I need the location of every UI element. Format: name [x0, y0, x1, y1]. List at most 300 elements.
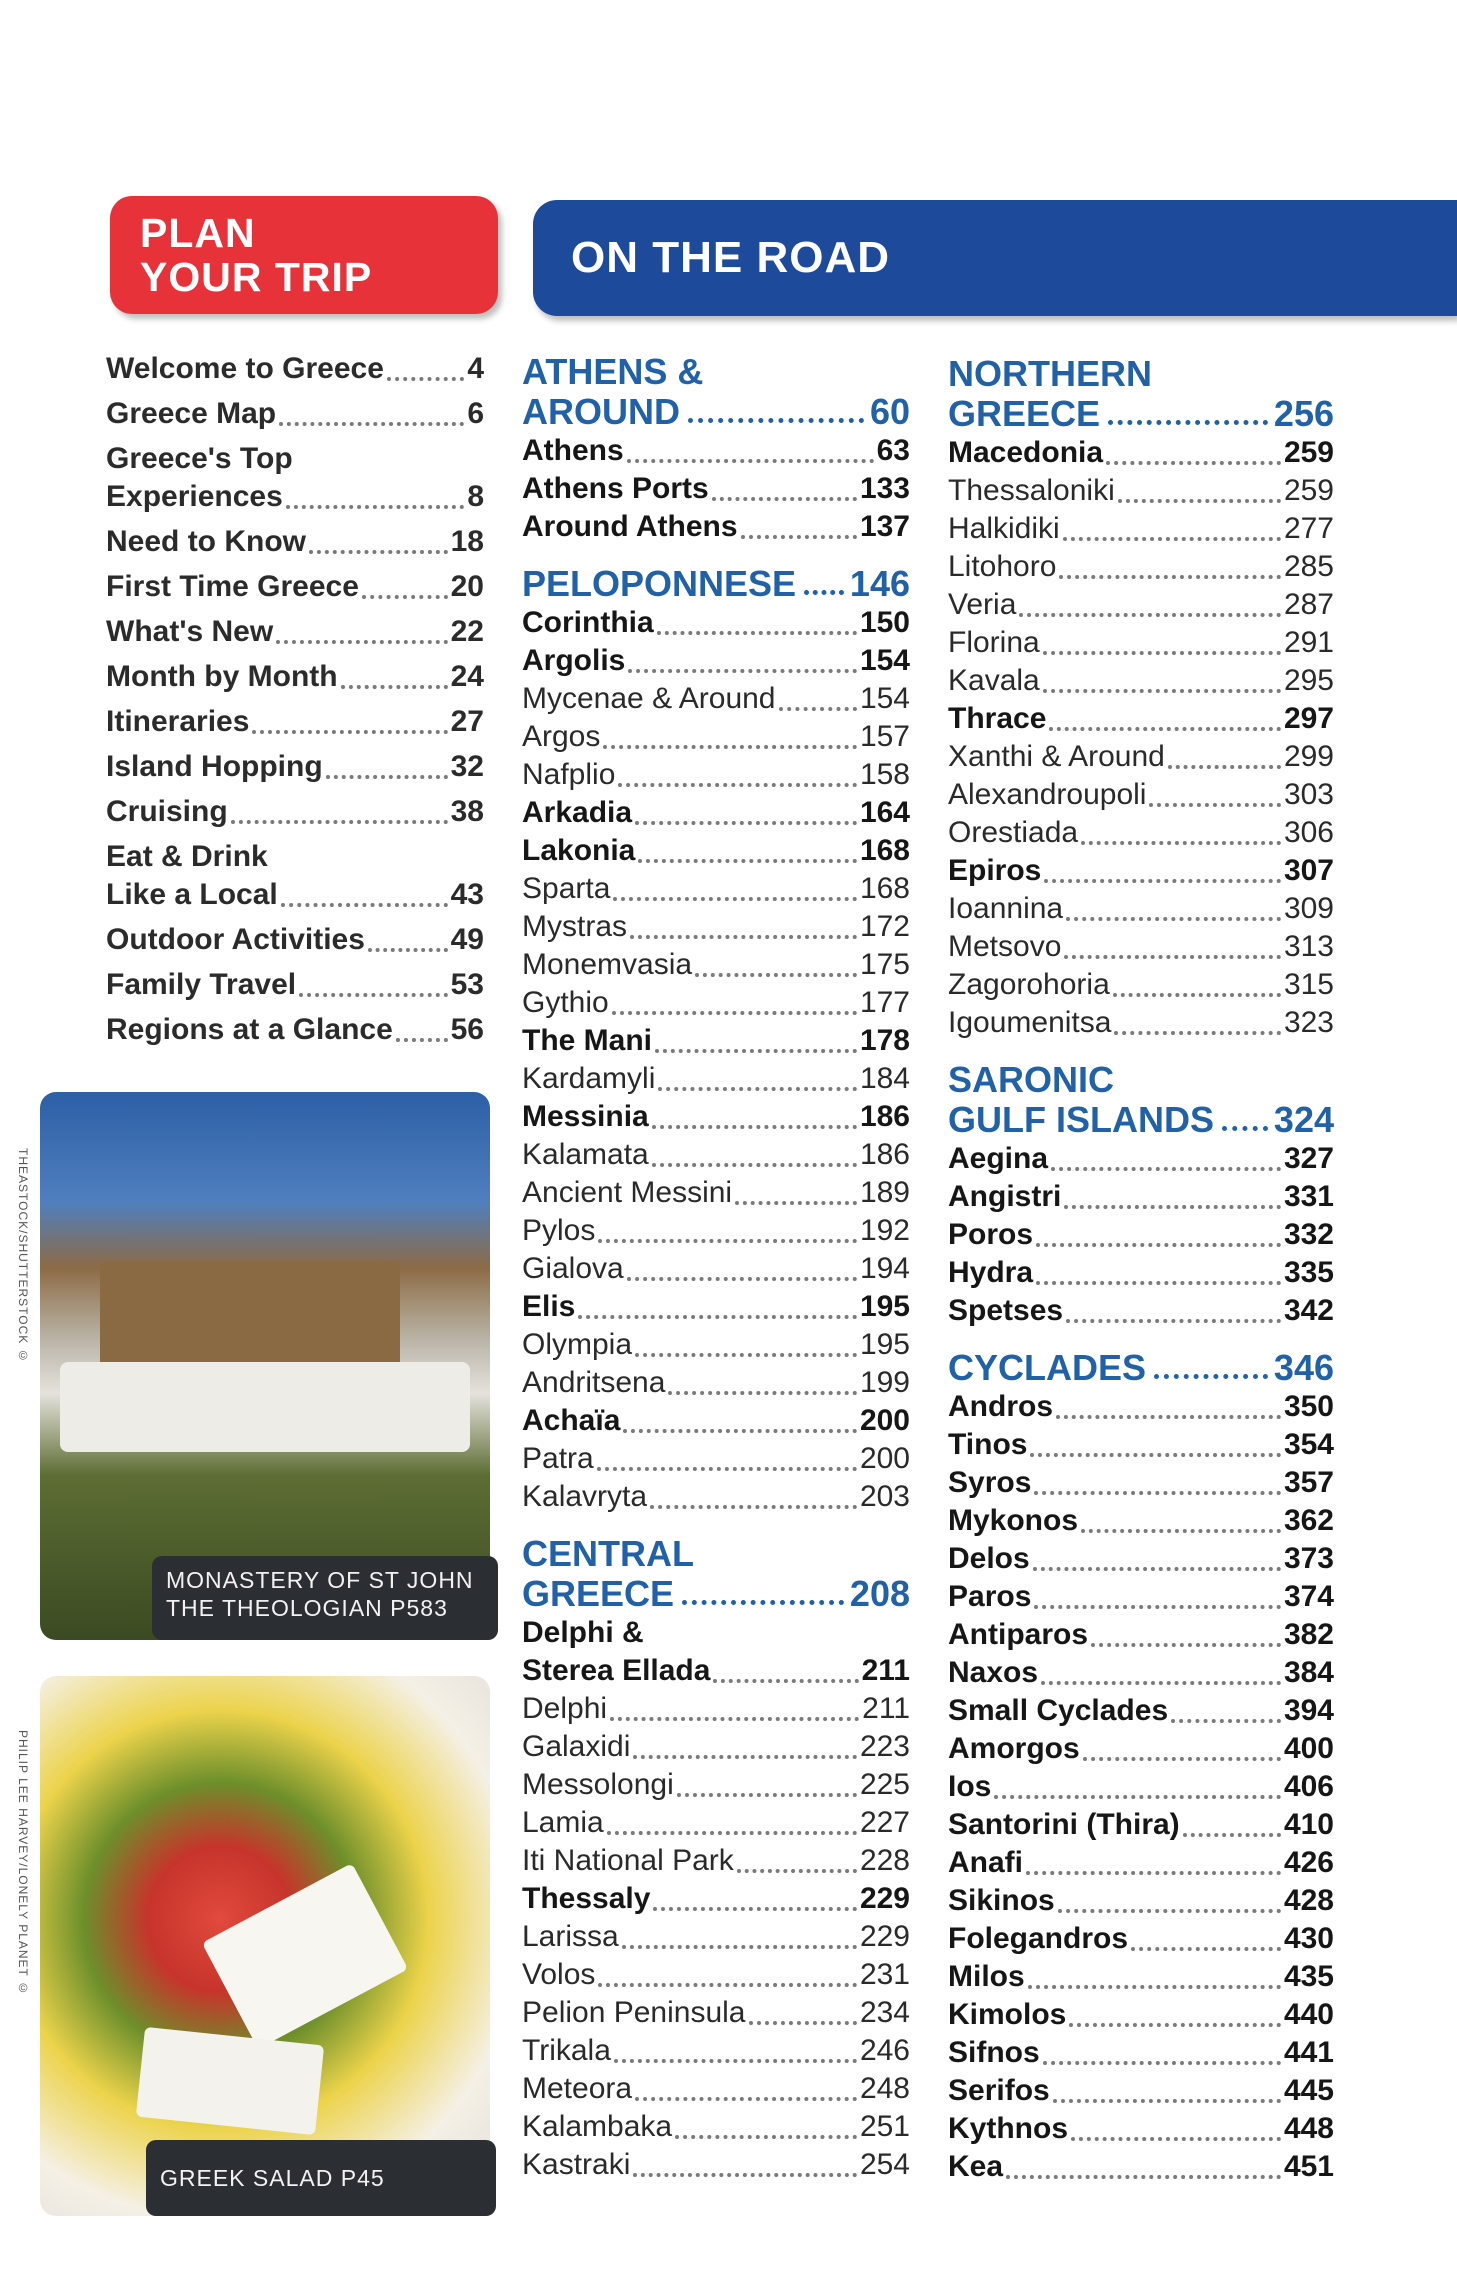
toc-page-number: 357: [1283, 1466, 1334, 1499]
leader-dots: [1019, 609, 1281, 617]
toc-entry-label: Amorgos: [948, 1732, 1080, 1765]
toc-entry-label: Metsovo: [948, 930, 1062, 963]
leader-dots: [653, 1903, 857, 1911]
toc-entry-welcome-to-greece[interactable]: [106, 350, 484, 388]
toc-entry-delphi[interactable]: [522, 1690, 910, 1728]
toc-entry-label: Thessaly: [522, 1882, 651, 1915]
toc-entry-epiros[interactable]: [948, 852, 1334, 890]
toc-entry-label: Pelion Peninsula: [522, 1996, 746, 2029]
toc-page-number: 287: [1283, 588, 1334, 621]
toc-entry-kalamata[interactable]: [522, 1136, 910, 1174]
leader-dots: [276, 636, 447, 644]
leader-dots: [1058, 1905, 1281, 1913]
section-heading[interactable]: [948, 1060, 1334, 1140]
toc-entry-olympia[interactable]: [522, 1326, 910, 1364]
toc-entry-alexandroupoli[interactable]: [948, 776, 1334, 814]
toc-entry-argolis[interactable]: [522, 642, 910, 680]
toc-entry-label: Nafplio: [522, 758, 616, 791]
toc-entry-anafi[interactable]: [948, 1844, 1334, 1882]
toc-entry-kalavryta[interactable]: [522, 1478, 910, 1516]
leader-dots: [1051, 1163, 1281, 1171]
toc-entry-label: First Time Greece: [106, 570, 359, 603]
leader-dots: [741, 531, 857, 539]
leader-dots: [598, 1979, 857, 1987]
toc-entry-delphi-sterea-ellada[interactable]: [522, 1614, 910, 1690]
toc-entry-kavala[interactable]: [948, 662, 1334, 700]
leader-dots: [1030, 1449, 1280, 1457]
toc-entry-kythnos[interactable]: [948, 2110, 1334, 2148]
toc-page-number: 406: [1283, 1770, 1334, 1803]
toc-entry-sparta[interactable]: [522, 870, 910, 908]
toc-entry-lamia[interactable]: [522, 1804, 910, 1842]
leader-dots: [607, 1827, 857, 1835]
toc-entry-patra[interactable]: [522, 1440, 910, 1478]
toc-page-number: 259: [1283, 436, 1334, 469]
leader-dots: [994, 1791, 1281, 1799]
toc-entry-thessaly[interactable]: [522, 1880, 910, 1918]
leader-dots: [1106, 457, 1281, 465]
toc-page-number: 426: [1283, 1846, 1334, 1879]
toc-entry-kimolos[interactable]: [948, 1996, 1334, 2034]
toc-entry-messolongi[interactable]: [522, 1766, 910, 1804]
toc-entry-label: Mycenae & Around: [522, 682, 776, 715]
monastery-building: [100, 1262, 400, 1372]
toc-page-number: 195: [859, 1290, 910, 1323]
toc-page-number: 20: [450, 570, 484, 603]
toc-entry-florina[interactable]: [948, 624, 1334, 662]
toc-page-number: 172: [859, 910, 910, 943]
toc-entry-syros[interactable]: [948, 1464, 1334, 1502]
section-heading[interactable]: [522, 564, 910, 604]
toc-entry-label: Poros: [948, 1218, 1034, 1251]
toc-entry-label: Sikinos: [948, 1884, 1055, 1917]
toc-page-number: 441: [1283, 2036, 1334, 2069]
toc-entry-label: Family Travel: [106, 968, 297, 1001]
toc-page-number: 56: [450, 1013, 484, 1046]
toc-entry-thessaloniki[interactable]: [948, 472, 1334, 510]
leader-dots: [627, 1273, 857, 1281]
leader-dots: [1154, 1369, 1268, 1379]
toc-page-number: 200: [859, 1442, 910, 1475]
toc-entry-label: Antiparos: [948, 1618, 1089, 1651]
leader-dots: [1066, 913, 1281, 921]
leader-dots: [633, 2169, 857, 2177]
toc-page-number: 227: [859, 1806, 910, 1839]
toc-entry-volos[interactable]: [522, 1956, 910, 1994]
toc-page-number: 194: [859, 1252, 910, 1285]
toc-entry-larissa[interactable]: [522, 1918, 910, 1956]
toc-entry-what-s-new[interactable]: [106, 613, 484, 651]
greek-salad-photo: [40, 1676, 490, 2216]
toc-page-number: 189: [859, 1176, 910, 1209]
toc-entry-mycenae-around[interactable]: [522, 680, 910, 718]
toc-entry-first-time-greece[interactable]: [106, 568, 484, 606]
toc-entry-spetses[interactable]: [948, 1292, 1334, 1330]
toc-entry-label: The Mani: [522, 1024, 653, 1057]
toc-page-number: 374: [1283, 1580, 1334, 1613]
toc-entry-label: Florina: [948, 626, 1040, 659]
toc-page-number: 327: [1283, 1142, 1334, 1175]
leader-dots: [713, 1675, 858, 1683]
toc-entry-elis[interactable]: [522, 1288, 910, 1326]
leader-dots: [362, 591, 448, 599]
toc-entry-regions-at-a-glance[interactable]: [106, 1011, 484, 1049]
leader-dots: [638, 855, 857, 863]
toc-entry-outdoor-activities[interactable]: [106, 921, 484, 959]
section-page-number: 346: [1273, 1347, 1334, 1388]
leader-dots: [612, 1007, 857, 1015]
greek-salad-caption: [146, 2140, 496, 2216]
toc-entry-label: Sifnos: [948, 2036, 1040, 2069]
toc-page-number: 373: [1283, 1542, 1334, 1575]
leader-dots: [1006, 2171, 1281, 2179]
toc-entry-mystras[interactable]: [522, 908, 910, 946]
leader-dots: [1063, 533, 1281, 541]
toc-entry-label: Igoumenitsa: [948, 1006, 1112, 1039]
toc-entry-label: Kalavryta: [522, 1480, 648, 1513]
leader-dots: [1043, 685, 1281, 693]
monastery-caption: [152, 1556, 498, 1640]
toc-entry-naxos[interactable]: [948, 1654, 1334, 1692]
toc-page-number: 175: [859, 948, 910, 981]
leader-dots: [1059, 571, 1281, 579]
toc-entry-acha-a[interactable]: [522, 1402, 910, 1440]
toc-entry-itineraries[interactable]: [106, 703, 484, 741]
toc-entry-kea[interactable]: [948, 2148, 1334, 2186]
toc-entry-family-travel[interactable]: [106, 966, 484, 1004]
toc-entry-label: Hydra: [948, 1256, 1034, 1289]
toc-page-number: 332: [1283, 1218, 1334, 1251]
toc-page-number: 251: [859, 2110, 910, 2143]
toc-page-number: 428: [1283, 1884, 1334, 1917]
on-the-road-column-2: [522, 352, 910, 2184]
toc-entry-label: Delphi &: [522, 1616, 644, 1649]
toc-page-number: 291: [1283, 626, 1334, 659]
toc-entry-orestiada[interactable]: [948, 814, 1334, 852]
toc-entry-ancient-messini[interactable]: [522, 1174, 910, 1212]
leader-dots: [1081, 1525, 1281, 1533]
leader-dots: [804, 585, 844, 595]
leader-dots: [695, 969, 857, 977]
toc-entry-label: Gialova: [522, 1252, 624, 1285]
toc-entry-label: Lamia: [522, 1806, 604, 1839]
leader-dots: [368, 944, 448, 952]
toc-entry-gythio[interactable]: [522, 984, 910, 1022]
toc-entry-arkadia[interactable]: [522, 794, 910, 832]
toc-entry-argos[interactable]: [522, 718, 910, 756]
toc-entry-aegina[interactable]: [948, 1140, 1334, 1178]
toc-page-number: 335: [1283, 1256, 1334, 1289]
toc-entry-label: Milos: [948, 1960, 1025, 1993]
section-heading[interactable]: [522, 1534, 910, 1614]
toc-entry-label: Ioannina: [948, 892, 1064, 925]
section-heading[interactable]: [522, 352, 910, 432]
section-title-line2: GREECE: [522, 1573, 675, 1614]
toc-entry-meteora[interactable]: [522, 2070, 910, 2108]
toc-page-number: 400: [1283, 1732, 1334, 1765]
toc-entry-athens-ports[interactable]: [522, 470, 910, 508]
toc-entry-hydra[interactable]: [948, 1254, 1334, 1292]
leader-dots: [677, 1789, 857, 1797]
leader-dots: [633, 1751, 857, 1759]
toc-page-number: 445: [1283, 2074, 1334, 2107]
toc-entry-label: Kalambaka: [522, 2110, 673, 2143]
leader-dots: [623, 1425, 857, 1433]
toc-entry-label: Epiros: [948, 854, 1042, 887]
toc-entry-label: Small Cyclades: [948, 1694, 1169, 1727]
toc-page-number: 342: [1283, 1294, 1334, 1327]
toc-entry-folegandros[interactable]: [948, 1920, 1334, 1958]
toc-page-number: 299: [1283, 740, 1334, 773]
toc-entry-label: Angistri: [948, 1180, 1062, 1213]
toc-entry-label: Volos: [522, 1958, 596, 1991]
leader-dots: [597, 1463, 857, 1471]
toc-page-number: 158: [859, 758, 910, 791]
leader-dots: [1114, 1027, 1281, 1035]
toc-page-number: 313: [1283, 930, 1334, 963]
leader-dots: [622, 1941, 857, 1949]
leader-dots: [1171, 1715, 1281, 1723]
toc-page-number: 331: [1283, 1180, 1334, 1213]
leader-dots: [779, 703, 857, 711]
toc-page-number: 8: [467, 480, 484, 513]
toc-entry-need-to-know[interactable]: [106, 523, 484, 561]
leader-dots: [299, 989, 448, 997]
plan-your-trip-list: [106, 350, 484, 1056]
toc-entry-label: Halkidiki: [948, 512, 1060, 545]
toc-entry-label: Paros: [948, 1580, 1032, 1613]
toc-entry-label: Meteora: [522, 2072, 633, 2105]
toc-page-number: 184: [859, 1062, 910, 1095]
toc-entry-island-hopping[interactable]: [106, 748, 484, 786]
white-town-houses: [60, 1362, 470, 1452]
toc-entry-monemvasia[interactable]: [522, 946, 910, 984]
toc-page-number: 362: [1283, 1504, 1334, 1537]
toc-entry-andritsena[interactable]: [522, 1364, 910, 1402]
toc-entry-nafplio[interactable]: [522, 756, 910, 794]
toc-entry-angistri[interactable]: [948, 1178, 1334, 1216]
leader-dots: [658, 1083, 857, 1091]
toc-entry-label: Serifos: [948, 2074, 1050, 2107]
toc-entry-label: Kalamata: [522, 1138, 649, 1171]
toc-page-number: 234: [859, 1996, 910, 2029]
leader-dots: [1149, 799, 1280, 807]
toc-entry-label: Kimolos: [948, 1998, 1067, 2031]
toc-entry-around-athens[interactable]: [522, 508, 910, 546]
toc-page-number: 259: [1283, 474, 1334, 507]
leader-dots: [614, 2055, 857, 2063]
monastery-caption-text: MONASTERY OF ST JOHN THE THEOLOGIAN P583: [166, 1567, 474, 1621]
toc-entry-andros[interactable]: [948, 1388, 1334, 1426]
leader-dots: [1056, 1411, 1281, 1419]
toc-entry-lakonia[interactable]: [522, 832, 910, 870]
toc-entry-label: Orestiada: [948, 816, 1079, 849]
toc-entry-greece-s-top-experiences[interactable]: [106, 440, 484, 516]
toc-entry-small-cyclades[interactable]: [948, 1692, 1334, 1730]
toc-entry-zagorohoria[interactable]: [948, 966, 1334, 1004]
toc-entry-paros[interactable]: [948, 1578, 1334, 1616]
leader-dots: [749, 2017, 857, 2025]
section-northern-greece: [948, 354, 1334, 1042]
toc-entry-label: Elis: [522, 1290, 576, 1323]
toc-entry-amorgos[interactable]: [948, 1730, 1334, 1768]
section-title-line1: ATHENS &: [522, 351, 704, 392]
toc-page-number: 303: [1283, 778, 1334, 811]
toc-entry-label: Messolongi: [522, 1768, 674, 1801]
leader-dots: [1043, 647, 1281, 655]
toc-entry-label: Galaxidi: [522, 1730, 631, 1763]
toc-entry-label: Andros: [948, 1390, 1053, 1423]
toc-page-number: 350: [1283, 1390, 1334, 1423]
toc-entry-kastraki[interactable]: [522, 2146, 910, 2184]
toc-entry-serifos[interactable]: [948, 2072, 1334, 2110]
toc-entry-label: Kea: [948, 2150, 1004, 2183]
leader-dots: [652, 1159, 857, 1167]
toc-entry-santorini-thira[interactable]: [948, 1806, 1334, 1844]
toc-entry-label: Regions at a Glance: [106, 1013, 393, 1046]
toc-page-number: 430: [1283, 1922, 1334, 1955]
toc-entry-greece-map[interactable]: [106, 395, 484, 433]
toc-entry-label: Athens Ports: [522, 472, 709, 505]
leader-dots: [387, 373, 464, 381]
toc-entry-igoumenitsa[interactable]: [948, 1004, 1334, 1042]
toc-entry-label: Anafi: [948, 1846, 1023, 1879]
toc-entry-athens[interactable]: [522, 432, 910, 470]
toc-entry-trikala[interactable]: [522, 2032, 910, 2070]
section-heading[interactable]: [948, 354, 1334, 434]
toc-entry-macedonia[interactable]: [948, 434, 1334, 472]
toc-page-number: 18: [450, 525, 484, 558]
section-cyclades: [948, 1348, 1334, 2186]
toc-entry-label: Ios: [948, 1770, 992, 1803]
toc-entry-corinthia[interactable]: [522, 604, 910, 642]
section-page-number: 146: [849, 563, 910, 604]
toc-page-number: 384: [1283, 1656, 1334, 1689]
leader-dots: [1113, 989, 1281, 997]
toc-entry-ios[interactable]: [948, 1768, 1334, 1806]
toc-entry-milos[interactable]: [948, 1958, 1334, 1996]
toc-entry-label: Syros: [948, 1466, 1032, 1499]
leader-dots: [1183, 1829, 1281, 1837]
toc-entry-tinos[interactable]: [948, 1426, 1334, 1464]
leader-dots: [1049, 723, 1281, 731]
section-title-line1: CENTRAL: [522, 1533, 694, 1574]
toc-page-number: 229: [859, 1882, 910, 1915]
toc-entry-sikinos[interactable]: [948, 1882, 1334, 1920]
toc-entry-label: Thrace: [948, 702, 1047, 735]
toc-entry-mykonos[interactable]: [948, 1502, 1334, 1540]
toc-entry-litohoro[interactable]: [948, 548, 1334, 586]
section-page-number: 256: [1273, 393, 1334, 434]
toc-entry-label: Welcome to Greece: [106, 352, 384, 385]
toc-entry-the-mani[interactable]: [522, 1022, 910, 1060]
toc-page-number: 440: [1283, 1998, 1334, 2031]
toc-entry-gialova[interactable]: [522, 1250, 910, 1288]
toc-page-number: 295: [1283, 664, 1334, 697]
leader-dots: [1034, 1601, 1281, 1609]
toc-entry-label: Delos: [948, 1542, 1030, 1575]
toc-entry-label: Itineraries: [106, 705, 250, 738]
toc-entry-messinia[interactable]: [522, 1098, 910, 1136]
toc-entry-label: Trikala: [522, 2034, 611, 2067]
toc-entry-ioannina[interactable]: [948, 890, 1334, 928]
toc-page-number: 285: [1283, 550, 1334, 583]
leader-dots: [286, 501, 465, 509]
toc-page-number: 451: [1283, 2150, 1334, 2183]
section-heading[interactable]: [948, 1348, 1334, 1388]
toc-entry-label: Aegina: [948, 1142, 1049, 1175]
toc-entry-label: Lakonia: [522, 834, 636, 867]
toc-entry-veria[interactable]: [948, 586, 1334, 624]
toc-entry-thrace[interactable]: [948, 700, 1334, 738]
toc-entry-iti-national-park[interactable]: [522, 1842, 910, 1880]
leader-dots: [326, 771, 448, 779]
leader-dots: [652, 1121, 857, 1129]
leader-dots: [1168, 761, 1281, 769]
toc-page-number: 43: [450, 878, 484, 911]
toc-page-number: 225: [859, 1768, 910, 1801]
toc-entry-antiparos[interactable]: [948, 1616, 1334, 1654]
toc-entry-pelion-peninsula[interactable]: [522, 1994, 910, 2032]
leader-dots: [668, 1387, 857, 1395]
leader-dots: [735, 1197, 857, 1205]
toc-page-number: 177: [859, 986, 910, 1019]
toc-entry-month-by-month[interactable]: [106, 658, 484, 696]
leader-dots: [1064, 951, 1281, 959]
toc-entry-halkidiki[interactable]: [948, 510, 1334, 548]
leader-dots: [1033, 1563, 1281, 1571]
toc-page-number: 199: [859, 1366, 910, 1399]
section-saronic-gulf-islands: [948, 1060, 1334, 1330]
greek-salad-caption-text: GREEK SALAD P45: [160, 2165, 385, 2191]
plan-your-trip-title: PLAN YOUR TRIP: [140, 210, 373, 300]
toc-entry-xanthi-around[interactable]: [948, 738, 1334, 776]
toc-page-number: 354: [1283, 1428, 1334, 1461]
toc-entry-label: Delphi: [522, 1692, 608, 1725]
toc-entry-metsovo[interactable]: [948, 928, 1334, 966]
toc-page-number: 24: [450, 660, 484, 693]
toc-entry-kardamyli[interactable]: [522, 1060, 910, 1098]
toc-entry-kalambaka[interactable]: [522, 2108, 910, 2146]
leader-dots: [1108, 415, 1268, 425]
toc-page-number: 228: [859, 1844, 910, 1877]
leader-dots: [628, 665, 857, 673]
toc-page-number: 53: [450, 968, 484, 1001]
toc-entry-pylos[interactable]: [522, 1212, 910, 1250]
toc-entry-eat-drink-like-a-local[interactable]: [106, 838, 484, 914]
toc-page-number: 306: [1283, 816, 1334, 849]
leader-dots: [396, 1034, 448, 1042]
toc-entry-poros[interactable]: [948, 1216, 1334, 1254]
toc-entry-label: What's New: [106, 615, 274, 648]
toc-page-number: 32: [450, 750, 484, 783]
toc-entry-galaxidi[interactable]: [522, 1728, 910, 1766]
on-the-road-banner: [533, 200, 1457, 316]
toc-page-number: 27: [450, 705, 484, 738]
greek-salad-photo-credit: PHILIP LEE HARVEY/LONELY PLANET ©: [16, 1730, 30, 1996]
toc-page-number: 309: [1283, 892, 1334, 925]
toc-entry-sifnos[interactable]: [948, 2034, 1334, 2072]
toc-entry-label: Thessaloniki: [948, 474, 1115, 507]
section-title: PELOPONNESE: [522, 563, 797, 604]
leader-dots: [682, 1595, 844, 1605]
toc-entry-label-line2: Sterea Ellada: [522, 1654, 711, 1687]
toc-entry-label: Sparta: [522, 872, 611, 905]
leader-dots: [737, 1865, 857, 1873]
toc-entry-cruising[interactable]: [106, 793, 484, 831]
toc-page-number: 211: [862, 1692, 910, 1725]
toc-entry-delos[interactable]: [948, 1540, 1334, 1578]
